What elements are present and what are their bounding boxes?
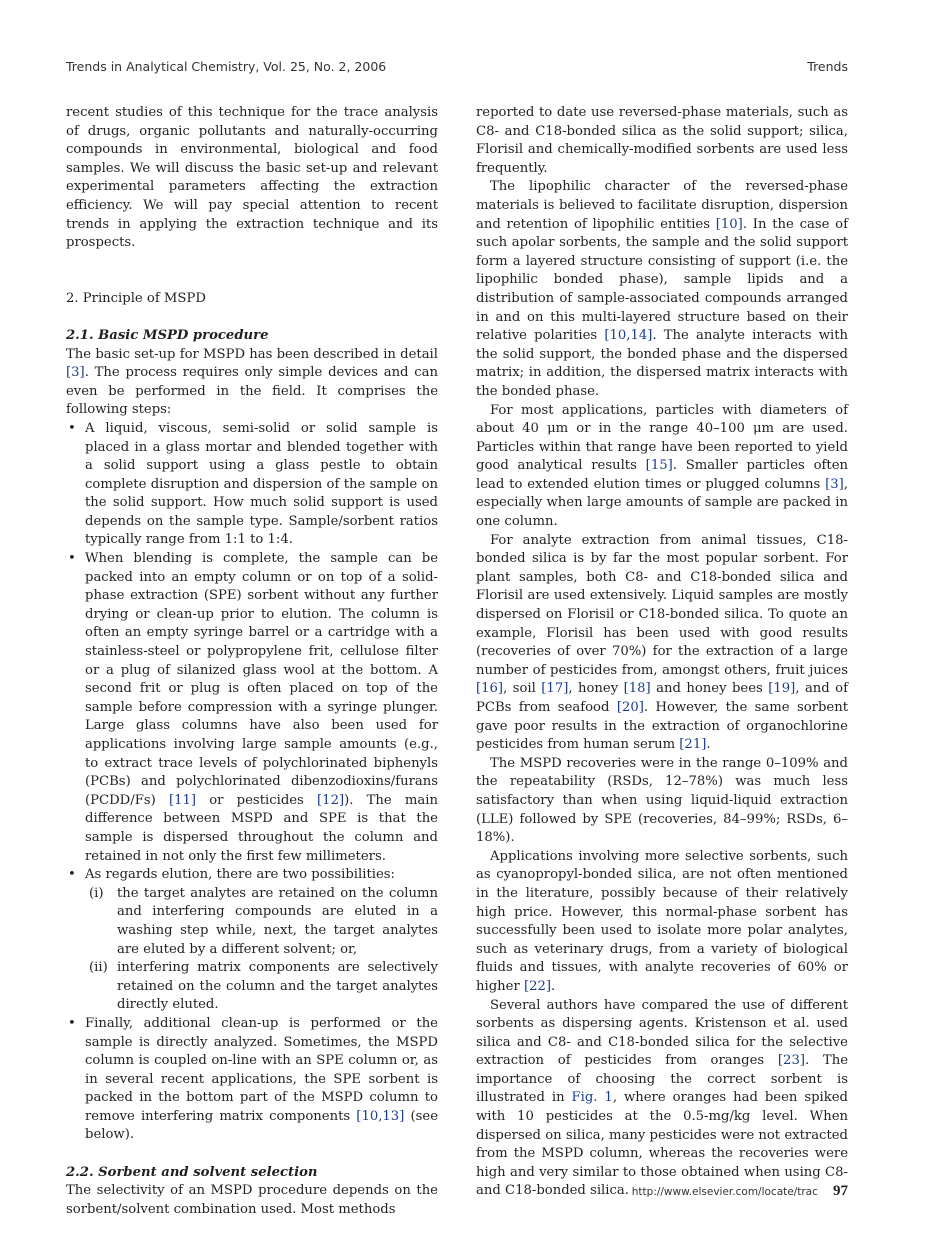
citation-link[interactable]: [15] xyxy=(645,458,673,474)
basic-procedure-paragraph: The basic set-up for MSPD has been described in detail [3]. The process requires only simple devices and can even be performed in the field. It comprises the following steps: xyxy=(66,346,438,418)
intro-paragraph: recent studies of this technique for the trace analysis of drugs, organic pollutants and naturally-occurring compounds in environmental, biological and food samples. We will discuss the basic set-up and relevant experimental parameters affecting the extraction efficiency. We will pay special attention to recent trends in applying the extraction technique and its prospects. xyxy=(66,105,438,251)
subsection-title-basic: 2.1. Basic MSPD procedure xyxy=(66,327,269,343)
figure-link[interactable]: Fig. 1 xyxy=(571,1090,613,1106)
page-footer xyxy=(632,1180,848,1198)
list-item: • Finally, additional clean-up is performed or the sample is directly analyzed. Sometimes, the MSPD column is coupled on-line with an SPE column or, as in several recent applications, the SPE sorbent is packed in the bottom part of the MSPD column to remove interfering matrix components [10,13] (see below). xyxy=(66,1015,438,1145)
list-item: (ii) interfering matrix components are selectively retained on the column and the target analytes directly eluted. xyxy=(89,960,438,1013)
section-label: Trends xyxy=(807,59,848,74)
citation-link[interactable]: [10,13] xyxy=(356,1108,405,1124)
citation-link[interactable]: [18] xyxy=(623,681,651,697)
citation-link[interactable]: [21] xyxy=(679,737,707,753)
citation-link[interactable]: [22] xyxy=(523,978,552,994)
subsection-title-sorbent: 2.2. Sorbent and solvent selection xyxy=(66,1164,318,1180)
journal-citation: Trends in Analytical Chemistry, Vol. 25, No. 2, 2006 xyxy=(66,59,387,74)
section-title: 2. Principle of MSPD xyxy=(66,290,206,306)
right-column xyxy=(476,104,848,1201)
citation-link[interactable]: [10,14] xyxy=(604,328,653,344)
citation-link[interactable]: [3] xyxy=(66,365,85,381)
elution-options-list xyxy=(85,885,438,1015)
paragraph: Applications involving more selective sorbents, such as cyanopropyl-bonded silica, are not often mentioned in the literature, possibly because of their relatively high price. However, this normal-phase sorbent has successfully been used to isolate more polar analytes, such as veterinary drugs, from a variety of biological fluids and tissues, with analyte recoveries of 60% or higher [22]. xyxy=(476,848,848,994)
left-column xyxy=(66,104,438,1219)
citation-link[interactable]: [19] xyxy=(768,681,796,697)
sorbent-paragraph: The selectivity of an MSPD procedure depends on the sorbent/solvent combination used. Most methods xyxy=(66,1183,438,1217)
list-item: • As regards elution, there are two possibilities: (i) the target analytes are retained on the column and interfering compounds are eluted in a washing step while, next, the target analytes are eluted by a different solvent; or, (ii) interfering matrix components are selectively retained on the column and the target analytes directly eluted. xyxy=(66,866,438,1015)
list-item: • A liquid, viscous, semi-solid or solid sample is placed in a glass mortar and blended together with a solid support using a glass pestle to obtain complete disruption and dispersion of the sample on the solid support. How much solid support is used depends on the sample type. Sample/sorbent ratios typically range from 1:1 to 1:4. xyxy=(66,420,438,550)
list-item: (i) the target analytes are retained on the column and interfering compounds are eluted in a washing step while, next, the target analytes are eluted by a different solvent; or, xyxy=(89,885,438,957)
running-header xyxy=(66,59,848,77)
citation-link[interactable]: [17] xyxy=(541,681,569,697)
procedure-steps-list xyxy=(66,420,438,1145)
citation-link[interactable]: [3] xyxy=(825,476,844,492)
citation-link[interactable]: [11] xyxy=(168,792,197,808)
citation-link[interactable]: [20] xyxy=(616,700,644,715)
citation-link[interactable]: [10] xyxy=(715,216,743,232)
paragraph: reported to date use reversed-phase materials, such as C8- and C18-bonded silica as the solid support; silica, Florisil and chemically-modified sorbents are used less frequently. xyxy=(476,105,848,176)
list-item: • When blending is complete, the sample can be packed into an empty column or on top of a solid-phase extraction (SPE) sorbent without any further drying or clean-up prior to elution. The column is often an empty syringe barrel or a cartridge with a stainless-steel or polypropylene frit, cellulose filter or a plug of silanized glass wool at the bottom. A second frit or plug is often placed on top of the sample before compression with a syringe plunger. Large glass columns have also been used for applications involving large sample amounts (e.g., to extract trace levels of polychlorinated biphenyls (PCBs) and polychlorinated dibenzodioxins/furans (PCDD/Fs) [11] or pesticides [12]). The main difference between MSPD and SPE is that the sample is dispersed throughout the column and retained in not only the first few millimeters. xyxy=(66,550,438,866)
citation-link[interactable]: [12] xyxy=(317,792,345,808)
page-number: 97 xyxy=(833,1183,848,1199)
citation-link[interactable]: [16] xyxy=(476,681,504,697)
paragraph: The MSPD recoveries were in the range 0–109% and the repeatability (RSDs, 12–78%) was much less satisfactory than when using liquid-liquid extraction (LLE) followed by SPE (recoveries, 84–99%; RSDs, 6–18%). xyxy=(476,755,848,846)
citation-link[interactable]: [23] xyxy=(777,1053,805,1069)
paragraph: For most applications, particles with diameters of about 40 μm or in the range 40–100 μm are used. Particles within that range have been reported to yield good analytical results [15]. Smaller particles often lead to extended elution times or plugged columns [3], especially when large amounts of sample are packed in one column. xyxy=(476,402,848,530)
paragraph: The lipophilic character of the reversed-phase materials is believed to facilitate disruption, dispersion and retention of lipophilic entities [10]. In the case of such apolar sorbents, the sample and the solid support form a layered structure consisting of support (i.e. the lipophilic bonded phase), sample lipids and a distribution of sample-associated compounds arranged in and on this multi-layered structure based on their relative polarities [10,14]. The analyte interacts with the solid support, the bonded phase and the dispersed matrix; in addition, the dispersed matrix interacts with the bonded phase. xyxy=(476,179,848,399)
journal-url-link[interactable]: http://www.elsevier.com/locate/trac xyxy=(631,1186,818,1198)
paragraph: Several authors have compared the use of different sorbents as dispersing agents. Kristenson et al. used silica and C8- and C18-bonded silica for the selective extraction of pesticides from oranges [23]. The importance of choosing the correct sorbent is illustrated in Fig. 1, where oranges had been spiked with 10 pesticides at the 0.5-mg/kg level. When dispersed on silica, many pesticides were not extracted from the MSPD column, whereas the recoveries were high and very similar to those obtained when using C8- and C18-bonded silica. xyxy=(476,997,848,1199)
paragraph: For analyte extraction from animal tissues, C18-bonded silica is by far the most popular sorbent. For plant samples, both C8- and C18-bonded silica and Florisil are used extensively. Liquid samples are mostly dispersed on Florisil or C18-bonded silica. To quote an example, Florisil has been used with good results (recoveries of over 70%) for the extraction of a large number of pesticides from, amongst others, fruit juices [16], soil [17], honey [18] and honey bees [19], and of PCBs from seafood [20]. However, the same sorbent gave poor results in the extraction of organochlorine pesticides from human serum [21]. xyxy=(476,532,848,753)
